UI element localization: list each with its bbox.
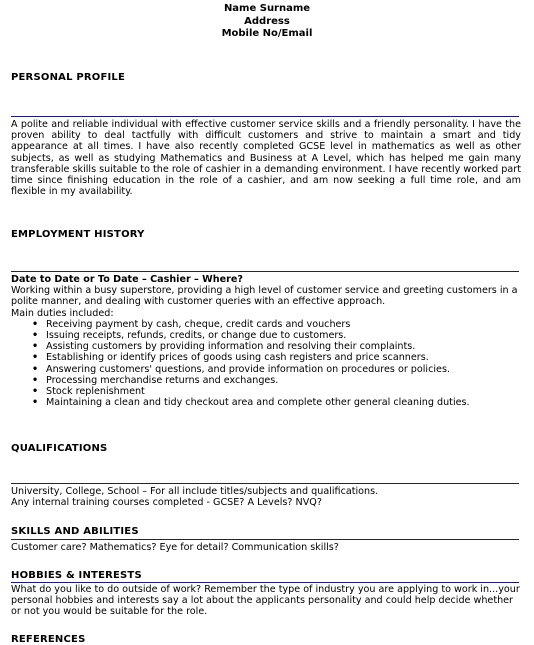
qualifications-divider	[11, 483, 519, 484]
qualifications-heading: QUALIFICATIONS	[11, 443, 108, 454]
skills-divider	[11, 539, 519, 540]
duty-item: • Answering customers' questions, and provide information on procedures or policies.	[32, 364, 521, 375]
job-description: Working within a busy superstore, providing a high level of customer service and greeting customers in a polite manner, and dealing with customer queries with an effective approach.	[11, 285, 518, 308]
qualifications-line: University, College, School – For all include titles/subjects and qualifications.	[11, 486, 379, 497]
employment-divider	[11, 271, 519, 272]
duty-item: • Stock replenishment	[32, 386, 521, 397]
duty-item: • Assisting customers by providing information and resolving their complaints.	[32, 341, 521, 352]
duty-item: • Receiving payment by cash, cheque, credit cards and vouchers	[32, 319, 521, 330]
profile-divider	[11, 116, 519, 117]
qualifications-line: Any internal training courses completed - GCSE? A Levels? NVQ?	[11, 497, 322, 509]
duty-item: • Processing merchandise returns and exchanges.	[32, 375, 521, 386]
hobbies-text: What do you like to do outside of work? Remember the type of industry you are applying to work in...your personal hobbies and interests say a lot about the applicants personality and could help decide whether or not you would be suitable for the role.	[11, 584, 520, 618]
cv-header	[0, 3, 534, 41]
references-heading: REFERENCES	[11, 634, 86, 645]
candidate-address: Address	[244, 15, 290, 27]
candidate-contact: Mobile No/Email	[221, 28, 313, 39]
profile-heading: PERSONAL PROFILE	[11, 72, 126, 83]
duty-item: • Establishing or identify prices of goods using cash registers and price scanners.	[32, 352, 521, 363]
skills-text: Customer care? Mathematics? Eye for detail? Communication skills?	[11, 542, 339, 553]
skills-heading: SKILLS AND ABILITIES	[11, 526, 139, 537]
qualifications-text	[11, 486, 521, 508]
job-title: Date to Date or To Date – Cashier – Where?	[11, 274, 243, 285]
duty-item: • Issuing receipts, refunds, credits, or change due to customers.	[32, 330, 521, 341]
duty-item: • Maintaining a clean and tidy checkout area and complete other general cleaning duties.	[32, 397, 521, 408]
employment-heading: EMPLOYMENT HISTORY	[11, 229, 145, 240]
duties-label: Main duties included:	[11, 307, 114, 319]
profile-text: A polite and reliable individual with effective customer service skills and a friendly personality. I have the proven ability to deal tactfully with difficult customers and strive to maintain a smart and tidy appearance at all times. I have also recently completed GCSE level in mathematics as well as other subjects, as well as studying Mathematics and Business at A Level, which has helped me gain many transferable skills suitable to the role of cashier in a demanding environment. I have recently worked part time since finishing education in the role of a cashier, and am now seeking a full time role, and am flexible in my availability.	[11, 119, 521, 198]
hobbies-divider	[11, 582, 519, 583]
duties-list	[11, 319, 521, 409]
candidate-name: Name Surname	[223, 3, 311, 14]
hobbies-heading: HOBBIES & INTERESTS	[11, 570, 142, 581]
employment-entry	[11, 274, 521, 408]
